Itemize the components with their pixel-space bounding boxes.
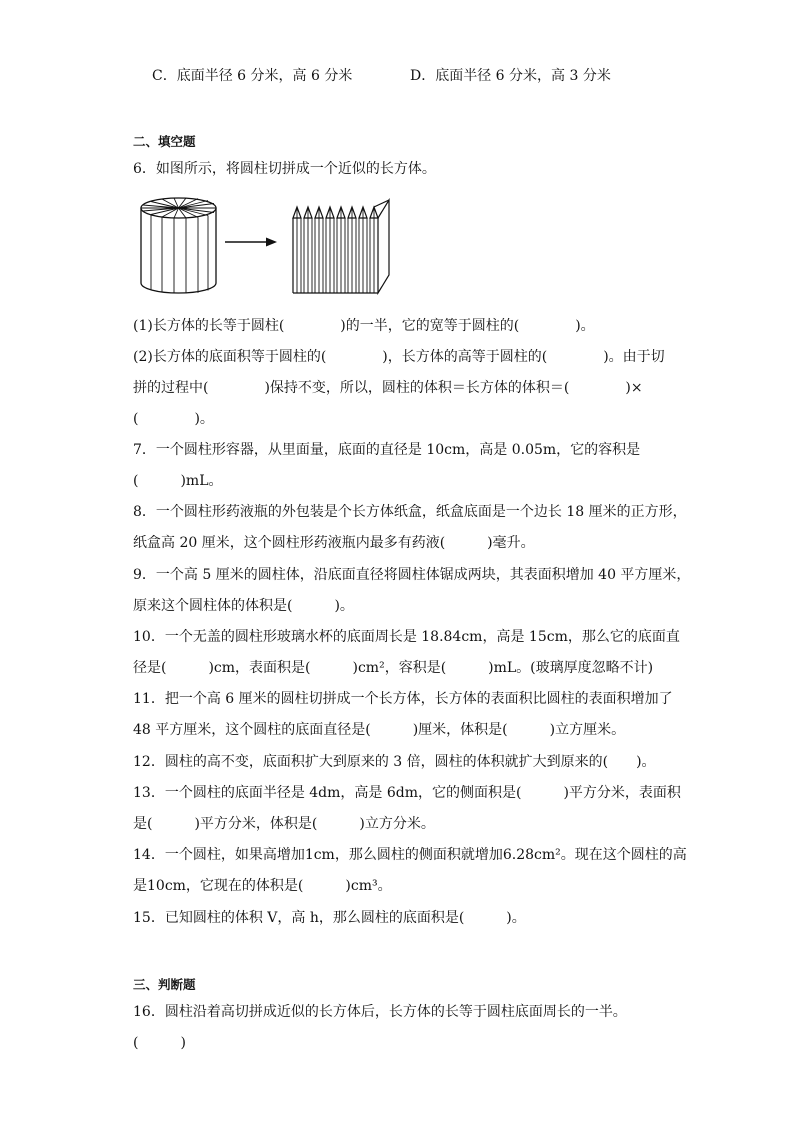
question-6-part-2-line-2: 拼的过程中( )保持不变，所以，圆柱的体积＝长方体的体积＝( )×: [133, 380, 643, 396]
question-11-line-2: 48 平方厘米，这个圆柱的底面直径是( )厘米，体积是( )立方厘米。: [133, 722, 626, 738]
question-16-line-2: ( ): [133, 1035, 186, 1051]
question-10-line-2: 径是( )cm，表面积是( )cm²，容积是( )mL。(玻璃厚度忽略不计): [133, 660, 654, 676]
question-10-line-1: 10．一个无盖的圆柱形玻璃水杯的底面周长是 18.84cm，高是 15cm，那么它的底面直: [133, 629, 680, 645]
question-14-line-1: 14．一个圆柱，如果高增加1cm，那么圆柱的侧面积就增加6.28cm²。现在这个圆柱的高: [133, 847, 687, 863]
question-13-line-1: 13．一个圆柱的底面半径是 4dm，高是 6dm，它的侧面积是( )平方分米，表面积: [133, 785, 681, 801]
question-16-line-1: 16．圆柱沿着高切拼成近似的长方体后，长方体的长等于圆柱底面周长的一半。: [133, 1004, 627, 1020]
section-fill-title: 二、填空题: [133, 134, 196, 149]
cuboid-drawing: [293, 200, 389, 293]
question-6-part-2-line-1: (2)长方体的底面积等于圆柱的( )，长方体的高等于圆柱的( )。由于切: [133, 349, 665, 365]
question-6-part-2-line-3: ( )。: [133, 411, 214, 427]
question-9-line-1: 9．一个高 5 厘米的圆柱体，沿底面直径将圆柱体锯成两块，其表面积增加 40 平方厘米，: [133, 567, 691, 583]
question-12-line-1: 12．圆柱的高不变，底面积扩大到原来的 3 倍，圆柱的体积就扩大到原来的( )。: [133, 754, 656, 770]
option-d: D．底面半径 6 分米，高 3 分米: [410, 68, 611, 84]
option-c: C．底面半径 6 分米，高 6 分米: [152, 68, 353, 84]
question-11-line-1: 11．把一个高 6 厘米的圆柱切拼成一个长方体，长方体的表面积比圆柱的表面积增加了: [133, 691, 673, 707]
question-14-line-2: 是10cm，它现在的体积是( )cm³。: [133, 878, 392, 894]
question-6-part-1: (1)长方体的长等于圆柱( )的一半，它的宽等于圆柱的( )。: [133, 318, 595, 334]
question-8-line-1: 8．一个圆柱形药液瓶的外包装是个长方体纸盒，纸盒底面是一个边长 18 厘米的正方形，: [133, 504, 687, 520]
question-15-line-1: 15．已知圆柱的体积 V，高 h，那么圆柱的底面积是( )。: [133, 910, 526, 926]
question-9-line-2: 原来这个圆柱体的体积是( )。: [133, 598, 354, 614]
question-13-line-2: 是( )平方分米，体积是( )立方分米。: [133, 816, 435, 832]
cylinder-drawing: [141, 198, 216, 294]
question-7-line-1: 7．一个圆柱形容器，从里面量，底面的直径是 10cm，高是 0.05m，它的容积是: [133, 442, 641, 458]
question-7-line-2: ( )mL。: [133, 473, 223, 489]
arrow-icon: [225, 238, 277, 247]
cylinder-to-cuboid-figure: [140, 195, 400, 300]
question-8-line-2: 纸盒高 20 厘米，这个圆柱形药液瓶内最多有药液( )毫升。: [133, 535, 535, 551]
question-6-stem: 6．如图所示，将圆柱切拼成一个近似的长方体。: [133, 161, 436, 177]
section-judge-title: 三、判断题: [133, 977, 196, 992]
